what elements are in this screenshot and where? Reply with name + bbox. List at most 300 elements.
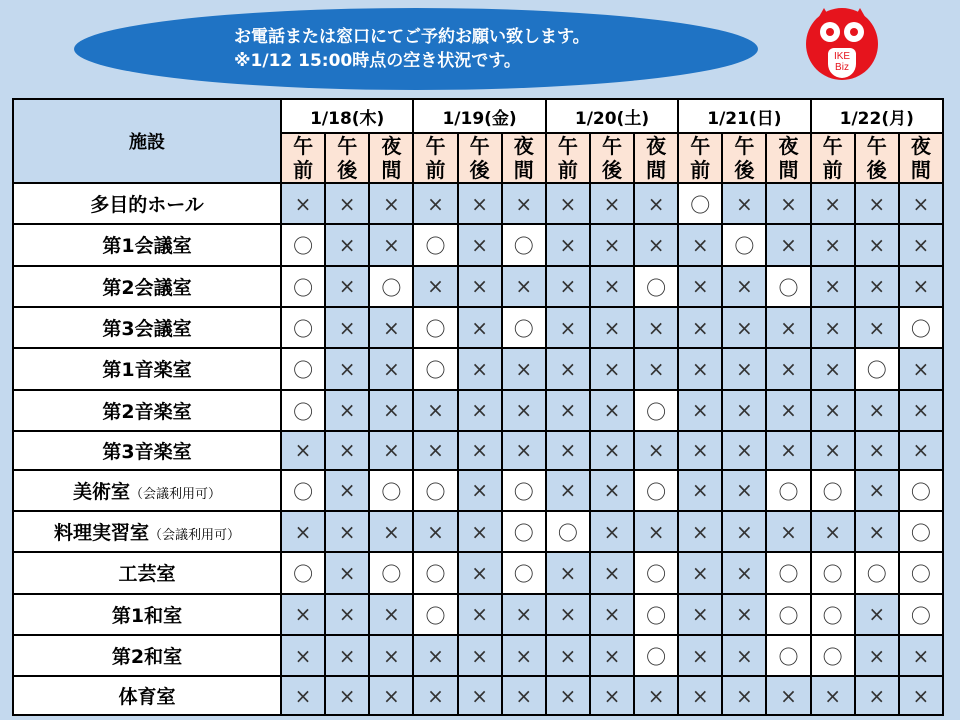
availability-cell-open: 〇 bbox=[369, 470, 413, 511]
availability-cell-closed: × bbox=[325, 431, 369, 470]
availability-cell-closed: × bbox=[325, 470, 369, 511]
date-header: 1/18(木) bbox=[281, 99, 413, 133]
facility-row bbox=[13, 307, 943, 348]
availability-cell-closed: × bbox=[502, 635, 546, 676]
availability-cell-closed: × bbox=[855, 511, 899, 552]
time-slot-header bbox=[811, 133, 855, 183]
facility-name-label: 多目的ホール bbox=[90, 194, 204, 217]
availability-cell-closed: × bbox=[678, 390, 722, 431]
availability-cell-closed: × bbox=[369, 183, 413, 224]
availability-cell-open: 〇 bbox=[281, 390, 325, 431]
time-slot-label-bottom: 後 bbox=[734, 158, 755, 182]
time-slot-label-bottom: 後 bbox=[469, 158, 490, 182]
availability-cell-closed: × bbox=[855, 307, 899, 348]
availability-cell-closed: × bbox=[766, 307, 810, 348]
availability-cell-open: 〇 bbox=[413, 307, 457, 348]
availability-cell-closed: × bbox=[811, 390, 855, 431]
availability-cell-closed: × bbox=[855, 224, 899, 265]
time-slot-label-bottom: 間 bbox=[646, 158, 667, 182]
availability-cell-closed: × bbox=[458, 348, 502, 389]
time-slot-header bbox=[413, 133, 457, 183]
availability-cell-open: 〇 bbox=[766, 266, 810, 307]
facility-row bbox=[13, 348, 943, 389]
facility-name bbox=[13, 676, 281, 715]
availability-cell-closed: × bbox=[722, 635, 766, 676]
availability-cell-closed: × bbox=[766, 676, 810, 715]
availability-cell-closed: × bbox=[369, 224, 413, 265]
time-slot-header bbox=[899, 133, 943, 183]
time-slot-label-top: 午 bbox=[469, 134, 490, 158]
availability-cell-open: 〇 bbox=[413, 552, 457, 593]
availability-cell-closed: × bbox=[634, 224, 678, 265]
time-slot-label-bottom: 後 bbox=[866, 158, 887, 182]
availability-cell-closed: × bbox=[502, 594, 546, 635]
availability-cell-closed: × bbox=[325, 390, 369, 431]
facility-name bbox=[13, 183, 281, 224]
availability-cell-closed: × bbox=[369, 676, 413, 715]
availability-cell-open: 〇 bbox=[899, 594, 943, 635]
availability-cell-closed: × bbox=[325, 348, 369, 389]
time-slot-label-bottom: 後 bbox=[601, 158, 622, 182]
availability-cell-closed: × bbox=[678, 470, 722, 511]
availability-cell-closed: × bbox=[369, 307, 413, 348]
availability-cell-closed: × bbox=[855, 266, 899, 307]
facility-row bbox=[13, 390, 943, 431]
facility-name bbox=[13, 266, 281, 307]
availability-cell-open: 〇 bbox=[369, 552, 413, 593]
availability-cell-closed: × bbox=[590, 470, 634, 511]
time-slot-label-top: 午 bbox=[822, 134, 843, 158]
availability-cell-closed: × bbox=[722, 183, 766, 224]
availability-cell-closed: × bbox=[369, 594, 413, 635]
availability-cell-closed: × bbox=[590, 431, 634, 470]
time-slot-header bbox=[855, 133, 899, 183]
availability-table bbox=[12, 98, 944, 716]
time-slot-label-top: 午 bbox=[337, 134, 358, 158]
availability-cell-closed: × bbox=[634, 348, 678, 389]
facility-name-label: 第2会議室 bbox=[102, 276, 192, 299]
facility-name-label: 料理実習室 bbox=[53, 522, 149, 545]
time-slot-label-bottom: 前 bbox=[293, 158, 314, 182]
facility-name-label: 第1会議室 bbox=[102, 235, 192, 258]
availability-cell-closed: × bbox=[899, 431, 943, 470]
availability-cell-closed: × bbox=[855, 676, 899, 715]
availability-cell-closed: × bbox=[546, 470, 590, 511]
availability-cell-closed: × bbox=[458, 511, 502, 552]
availability-cell-closed: × bbox=[546, 224, 590, 265]
availability-cell-open: 〇 bbox=[811, 594, 855, 635]
availability-cell-open: 〇 bbox=[811, 552, 855, 593]
availability-cell-closed: × bbox=[634, 183, 678, 224]
facility-note: （会議利用可） bbox=[149, 528, 241, 544]
availability-cell-closed: × bbox=[855, 635, 899, 676]
logo-text bbox=[828, 48, 856, 78]
availability-cell-closed: × bbox=[325, 224, 369, 265]
availability-cell-closed: × bbox=[502, 431, 546, 470]
availability-cell-closed: × bbox=[281, 594, 325, 635]
availability-cell-closed: × bbox=[458, 635, 502, 676]
availability-cell-closed: × bbox=[546, 431, 590, 470]
date-header: 1/22(月) bbox=[811, 99, 943, 133]
availability-cell-closed: × bbox=[413, 266, 457, 307]
availability-cell-closed: × bbox=[855, 390, 899, 431]
availability-cell-closed: × bbox=[899, 676, 943, 715]
availability-cell-closed: × bbox=[722, 431, 766, 470]
time-slot-header bbox=[502, 133, 546, 183]
availability-cell-closed: × bbox=[678, 511, 722, 552]
availability-cell-open: 〇 bbox=[899, 511, 943, 552]
facility-name bbox=[13, 307, 281, 348]
time-slot-label-bottom: 前 bbox=[822, 158, 843, 182]
availability-cell-closed: × bbox=[590, 594, 634, 635]
availability-cell-closed: × bbox=[413, 511, 457, 552]
logo-text-line-1: IKE bbox=[833, 51, 851, 62]
date-header: 1/20(土) bbox=[546, 99, 678, 133]
availability-cell-closed: × bbox=[502, 676, 546, 715]
availability-cell-closed: × bbox=[502, 390, 546, 431]
availability-cell-closed: × bbox=[325, 183, 369, 224]
availability-cell-closed: × bbox=[325, 635, 369, 676]
availability-cell-open: 〇 bbox=[766, 470, 810, 511]
availability-cell-closed: × bbox=[811, 348, 855, 389]
time-slot-header bbox=[634, 133, 678, 183]
owl-eye-left-icon bbox=[820, 22, 840, 42]
availability-cell-open: 〇 bbox=[281, 307, 325, 348]
availability-cell-closed: × bbox=[722, 511, 766, 552]
facility-name bbox=[13, 224, 281, 265]
facility-name bbox=[13, 635, 281, 676]
time-slot-label-top: 夜 bbox=[513, 134, 534, 158]
availability-cell-closed: × bbox=[766, 348, 810, 389]
availability-cell-open: 〇 bbox=[634, 470, 678, 511]
facility-name-label: 体育室 bbox=[118, 686, 176, 709]
facility-name bbox=[13, 431, 281, 470]
availability-cell-closed: × bbox=[855, 470, 899, 511]
facility-name-label: 第2和室 bbox=[111, 646, 183, 669]
availability-cell-closed: × bbox=[678, 348, 722, 389]
ike-biz-logo bbox=[806, 8, 878, 80]
availability-cell-open: 〇 bbox=[634, 635, 678, 676]
availability-cell-closed: × bbox=[678, 676, 722, 715]
availability-cell-closed: × bbox=[369, 635, 413, 676]
availability-cell-closed: × bbox=[678, 307, 722, 348]
availability-cell-closed: × bbox=[811, 676, 855, 715]
availability-cell-closed: × bbox=[811, 511, 855, 552]
time-slot-label-bottom: 前 bbox=[557, 158, 578, 182]
availability-cell-open: 〇 bbox=[502, 307, 546, 348]
availability-cell-closed: × bbox=[590, 552, 634, 593]
facility-row bbox=[13, 635, 943, 676]
date-header: 1/21(日) bbox=[678, 99, 810, 133]
time-slot-label-bottom: 間 bbox=[381, 158, 402, 182]
time-slot-label-bottom: 間 bbox=[910, 158, 931, 182]
availability-cell-closed: × bbox=[369, 511, 413, 552]
availability-cell-open: 〇 bbox=[634, 266, 678, 307]
availability-cell-open: 〇 bbox=[502, 552, 546, 593]
time-slot-label-top: 午 bbox=[866, 134, 887, 158]
availability-cell-open: 〇 bbox=[281, 224, 325, 265]
availability-cell-open: 〇 bbox=[281, 470, 325, 511]
availability-cell-open: 〇 bbox=[766, 552, 810, 593]
time-slot-header bbox=[281, 133, 325, 183]
availability-cell-closed: × bbox=[722, 307, 766, 348]
availability-cell-closed: × bbox=[458, 594, 502, 635]
availability-cell-open: 〇 bbox=[678, 183, 722, 224]
time-slot-header bbox=[325, 133, 369, 183]
availability-cell-closed: × bbox=[369, 348, 413, 389]
availability-cell-closed: × bbox=[325, 266, 369, 307]
availability-cell-open: 〇 bbox=[722, 224, 766, 265]
availability-cell-closed: × bbox=[899, 224, 943, 265]
facility-note: （会議利用可） bbox=[130, 486, 222, 502]
facility-row bbox=[13, 511, 943, 552]
availability-cell-closed: × bbox=[413, 635, 457, 676]
availability-cell-closed: × bbox=[590, 348, 634, 389]
time-slot-header bbox=[369, 133, 413, 183]
time-slot-label-top: 夜 bbox=[778, 134, 799, 158]
time-slot-label-top: 午 bbox=[601, 134, 622, 158]
time-slot-header bbox=[678, 133, 722, 183]
availability-cell-open: 〇 bbox=[281, 266, 325, 307]
owl-ear-right-icon bbox=[852, 8, 868, 22]
availability-cell-closed: × bbox=[766, 183, 810, 224]
facility-row bbox=[13, 676, 943, 715]
availability-cell-closed: × bbox=[502, 348, 546, 389]
availability-cell-closed: × bbox=[678, 431, 722, 470]
availability-cell-closed: × bbox=[811, 183, 855, 224]
availability-cell-closed: × bbox=[722, 676, 766, 715]
availability-cell-closed: × bbox=[281, 511, 325, 552]
availability-cell-open: 〇 bbox=[634, 594, 678, 635]
availability-cell-closed: × bbox=[899, 635, 943, 676]
availability-cell-closed: × bbox=[678, 224, 722, 265]
notice-line-1: お電話または窓口にてご予約お願い致します。 bbox=[234, 27, 590, 47]
availability-cell-closed: × bbox=[634, 676, 678, 715]
availability-cell-open: 〇 bbox=[899, 552, 943, 593]
availability-cell-closed: × bbox=[590, 307, 634, 348]
facility-name bbox=[13, 552, 281, 593]
availability-cell-open: 〇 bbox=[502, 470, 546, 511]
facility-name bbox=[13, 594, 281, 635]
availability-cell-closed: × bbox=[546, 676, 590, 715]
facility-name-label: 第1音楽室 bbox=[102, 359, 192, 382]
availability-cell-closed: × bbox=[281, 183, 325, 224]
availability-cell-closed: × bbox=[546, 307, 590, 348]
time-slot-label-top: 夜 bbox=[646, 134, 667, 158]
facility-row bbox=[13, 266, 943, 307]
availability-cell-closed: × bbox=[766, 224, 810, 265]
availability-cell-closed: × bbox=[634, 307, 678, 348]
availability-cell-closed: × bbox=[634, 431, 678, 470]
availability-cell-closed: × bbox=[458, 470, 502, 511]
availability-cell-closed: × bbox=[855, 183, 899, 224]
time-slot-header bbox=[546, 133, 590, 183]
availability-cell-closed: × bbox=[458, 552, 502, 593]
time-slot-label-top: 午 bbox=[690, 134, 711, 158]
availability-cell-closed: × bbox=[722, 390, 766, 431]
facility-row bbox=[13, 594, 943, 635]
availability-cell-closed: × bbox=[502, 266, 546, 307]
time-slot-label-bottom: 前 bbox=[425, 158, 446, 182]
availability-cell-closed: × bbox=[766, 390, 810, 431]
availability-cell-closed: × bbox=[590, 183, 634, 224]
availability-cell-open: 〇 bbox=[502, 224, 546, 265]
availability-cell-closed: × bbox=[899, 266, 943, 307]
availability-cell-closed: × bbox=[590, 224, 634, 265]
availability-cell-closed: × bbox=[766, 431, 810, 470]
owl-ear-left-icon bbox=[816, 8, 832, 22]
time-slot-header bbox=[458, 133, 502, 183]
availability-cell-open: 〇 bbox=[855, 552, 899, 593]
facility-header: 施設 bbox=[13, 99, 281, 183]
availability-cell-closed: × bbox=[546, 552, 590, 593]
availability-cell-closed: × bbox=[325, 511, 369, 552]
availability-cell-closed: × bbox=[325, 552, 369, 593]
availability-cell-open: 〇 bbox=[899, 470, 943, 511]
availability-cell-open: 〇 bbox=[766, 594, 810, 635]
availability-cell-closed: × bbox=[413, 390, 457, 431]
availability-cell-closed: × bbox=[281, 635, 325, 676]
availability-cell-closed: × bbox=[502, 183, 546, 224]
availability-cell-open: 〇 bbox=[413, 594, 457, 635]
facility-row bbox=[13, 224, 943, 265]
availability-cell-closed: × bbox=[546, 348, 590, 389]
availability-cell-open: 〇 bbox=[899, 307, 943, 348]
availability-cell-closed: × bbox=[590, 635, 634, 676]
availability-cell-closed: × bbox=[766, 511, 810, 552]
facility-name-label: 第2音楽室 bbox=[102, 400, 192, 423]
availability-cell-closed: × bbox=[590, 511, 634, 552]
facility-row bbox=[13, 431, 943, 470]
time-slot-label-bottom: 間 bbox=[778, 158, 799, 182]
time-slot-label-top: 夜 bbox=[381, 134, 402, 158]
availability-cell-closed: × bbox=[458, 224, 502, 265]
time-slot-label-bottom: 間 bbox=[513, 158, 534, 182]
facility-name bbox=[13, 348, 281, 389]
availability-cell-closed: × bbox=[855, 594, 899, 635]
availability-cell-open: 〇 bbox=[634, 390, 678, 431]
time-slot-header bbox=[590, 133, 634, 183]
availability-cell-closed: × bbox=[458, 266, 502, 307]
availability-cell-closed: × bbox=[281, 431, 325, 470]
availability-cell-closed: × bbox=[546, 635, 590, 676]
availability-cell-closed: × bbox=[546, 390, 590, 431]
availability-cell-open: 〇 bbox=[369, 266, 413, 307]
availability-cell-closed: × bbox=[325, 676, 369, 715]
availability-cell-closed: × bbox=[458, 390, 502, 431]
availability-cell-open: 〇 bbox=[855, 348, 899, 389]
time-slot-header bbox=[766, 133, 810, 183]
time-slot-label-top: 夜 bbox=[910, 134, 931, 158]
availability-cell-closed: × bbox=[811, 307, 855, 348]
time-slot-label-top: 午 bbox=[557, 134, 578, 158]
availability-cell-closed: × bbox=[722, 552, 766, 593]
time-slot-label-bottom: 前 bbox=[690, 158, 711, 182]
availability-cell-closed: × bbox=[458, 183, 502, 224]
facility-name-label: 第3音楽室 bbox=[102, 440, 192, 463]
availability-cell-closed: × bbox=[281, 676, 325, 715]
facility-name-label: 第1和室 bbox=[111, 604, 183, 627]
date-header: 1/19(金) bbox=[413, 99, 545, 133]
availability-cell-closed: × bbox=[458, 431, 502, 470]
availability-cell-open: 〇 bbox=[281, 348, 325, 389]
availability-cell-closed: × bbox=[678, 266, 722, 307]
availability-cell-open: 〇 bbox=[502, 511, 546, 552]
availability-cell-closed: × bbox=[546, 183, 590, 224]
facility-name-label: 第3会議室 bbox=[102, 318, 192, 341]
availability-cell-closed: × bbox=[458, 676, 502, 715]
availability-cell-closed: × bbox=[325, 594, 369, 635]
availability-cell-open: 〇 bbox=[413, 348, 457, 389]
availability-cell-open: 〇 bbox=[634, 552, 678, 593]
facility-row bbox=[13, 183, 943, 224]
availability-cell-closed: × bbox=[722, 470, 766, 511]
time-slot-label-top: 午 bbox=[734, 134, 755, 158]
availability-cell-closed: × bbox=[369, 390, 413, 431]
availability-cell-closed: × bbox=[811, 266, 855, 307]
availability-cell-closed: × bbox=[722, 266, 766, 307]
time-slot-label-bottom: 後 bbox=[337, 158, 358, 182]
availability-cell-closed: × bbox=[546, 594, 590, 635]
availability-cell-closed: × bbox=[325, 307, 369, 348]
availability-cell-closed: × bbox=[369, 431, 413, 470]
owl-eye-right-icon bbox=[844, 22, 864, 42]
time-slot-label-top: 午 bbox=[293, 134, 314, 158]
availability-cell-closed: × bbox=[899, 183, 943, 224]
availability-cell-closed: × bbox=[413, 431, 457, 470]
availability-cell-closed: × bbox=[722, 348, 766, 389]
time-slot-header bbox=[722, 133, 766, 183]
availability-cell-open: 〇 bbox=[281, 552, 325, 593]
availability-cell-open: 〇 bbox=[811, 470, 855, 511]
notice-banner bbox=[74, 8, 758, 90]
availability-cell-open: 〇 bbox=[413, 224, 457, 265]
facility-row bbox=[13, 470, 943, 511]
notice-line-2: ※1/12 15:00時点の空き状況です。 bbox=[234, 51, 521, 71]
availability-cell-closed: × bbox=[634, 511, 678, 552]
facility-row bbox=[13, 552, 943, 593]
availability-cell-closed: × bbox=[413, 676, 457, 715]
availability-cell-open: 〇 bbox=[766, 635, 810, 676]
logo-text-line-2: Biz bbox=[835, 62, 849, 73]
availability-cell-closed: × bbox=[413, 183, 457, 224]
availability-cell-open: 〇 bbox=[546, 511, 590, 552]
time-slot-label-top: 午 bbox=[425, 134, 446, 158]
availability-cell-open: 〇 bbox=[811, 635, 855, 676]
availability-cell-closed: × bbox=[590, 390, 634, 431]
date-header-row bbox=[13, 99, 943, 133]
availability-cell-closed: × bbox=[899, 348, 943, 389]
facility-name bbox=[13, 511, 281, 552]
availability-cell-closed: × bbox=[899, 390, 943, 431]
availability-cell-closed: × bbox=[678, 552, 722, 593]
availability-cell-closed: × bbox=[722, 594, 766, 635]
facility-name-label: 工芸室 bbox=[118, 563, 176, 586]
facility-name bbox=[13, 390, 281, 431]
availability-cell-closed: × bbox=[590, 676, 634, 715]
availability-cell-closed: × bbox=[546, 266, 590, 307]
facility-name bbox=[13, 470, 281, 511]
facility-name-label: 美術室 bbox=[72, 480, 130, 503]
availability-cell-closed: × bbox=[811, 431, 855, 470]
availability-cell-closed: × bbox=[458, 307, 502, 348]
availability-cell-closed: × bbox=[678, 594, 722, 635]
availability-cell-open: 〇 bbox=[413, 470, 457, 511]
availability-cell-closed: × bbox=[678, 635, 722, 676]
availability-cell-closed: × bbox=[590, 266, 634, 307]
availability-cell-closed: × bbox=[855, 431, 899, 470]
availability-cell-closed: × bbox=[811, 224, 855, 265]
